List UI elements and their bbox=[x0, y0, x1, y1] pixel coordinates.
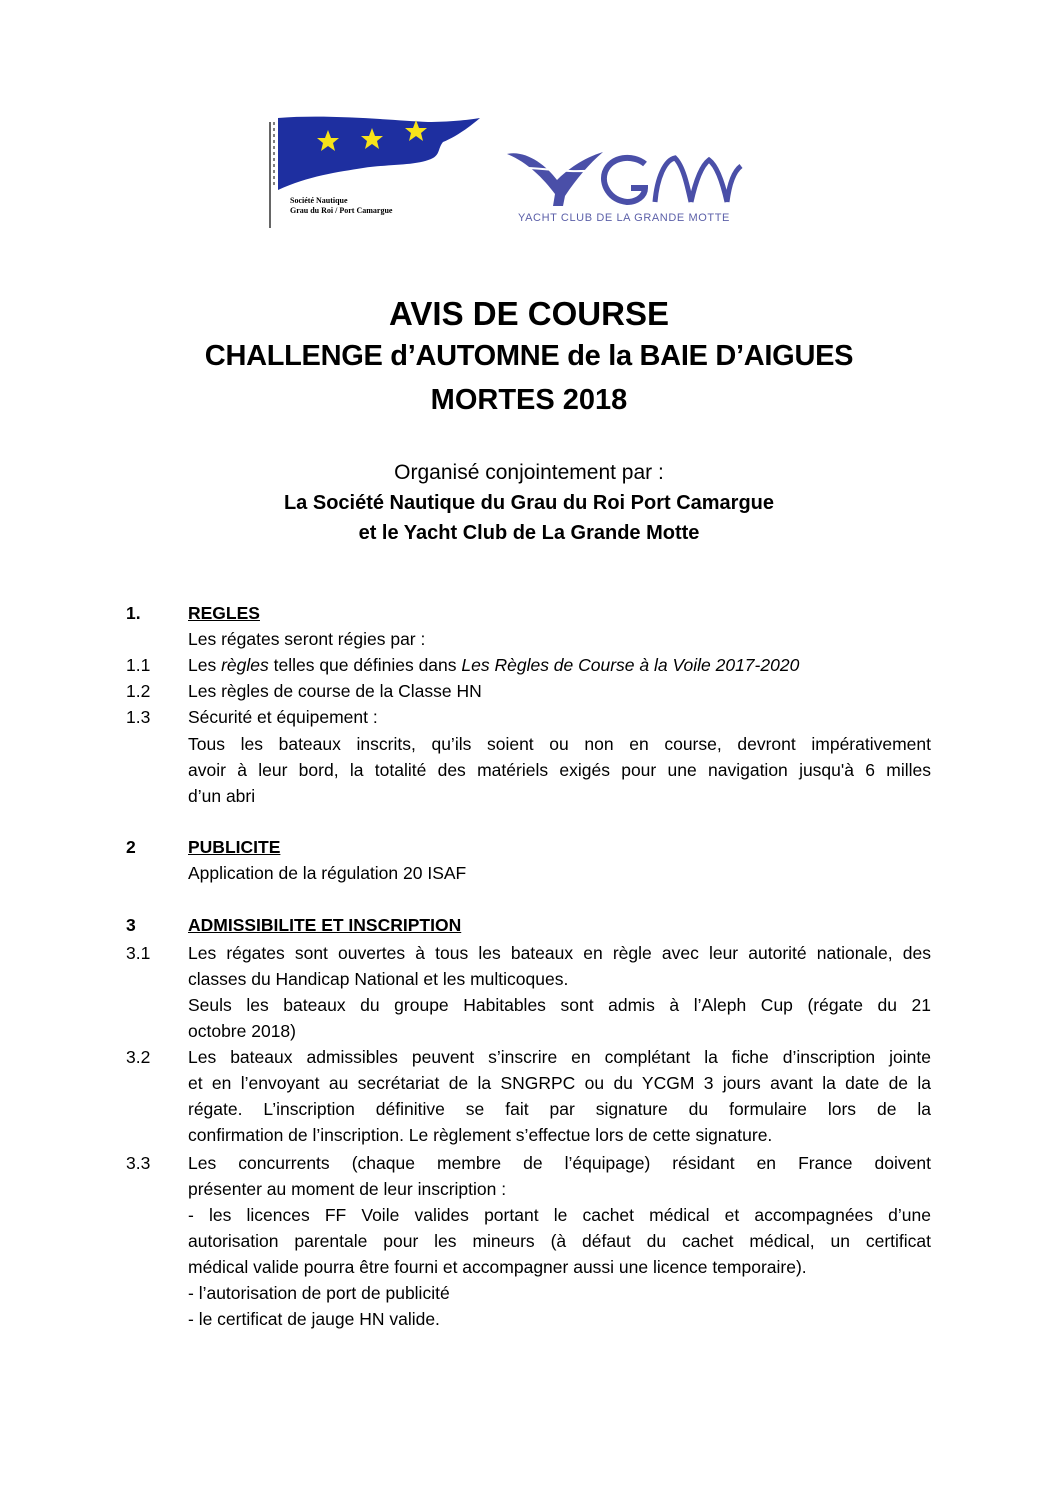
item-number: 1.3 bbox=[126, 707, 151, 727]
paragraph-line: octobre 2018) bbox=[188, 1021, 296, 1041]
section-number: 1. bbox=[126, 603, 141, 623]
organizers-intro: Organisé conjointement par : bbox=[394, 461, 664, 484]
organizers-block bbox=[0, 458, 1058, 548]
paragraph-line: autorisation parentale pour les mineurs (à défaut du cachet médical, un certificat bbox=[188, 1231, 931, 1251]
item-number: 3.2 bbox=[126, 1047, 151, 1067]
paragraph-line: Seuls les bateaux du groupe Habitables sont admis à l’Aleph Cup (régate du 21 bbox=[188, 995, 931, 1015]
paragraph-line: et en l’envoyant au secrétariat de la SNGRPC ou du YCGM 3 jours avant la date de la bbox=[188, 1073, 931, 1093]
paragraph-line: Les régates seront régies par : bbox=[188, 629, 426, 649]
section-number: 3 bbox=[126, 915, 136, 935]
item-text: Les règles de course de la Classe HN bbox=[188, 681, 482, 701]
sn-grau-du-roi-logo bbox=[268, 116, 483, 234]
paragraph-line: - le certificat de jauge HN valide. bbox=[188, 1309, 440, 1329]
paragraph-line: Les concurrents (chaque membre de l’équipage) résidant en France doivent bbox=[188, 1153, 931, 1173]
paragraph-line: Application de la régulation 20 ISAF bbox=[188, 863, 467, 883]
ycgm-caption: YACHT CLUB DE LA GRANDE MOTTE bbox=[518, 212, 730, 224]
italic-term: règles bbox=[221, 655, 269, 675]
item-number: 1.1 bbox=[126, 655, 151, 675]
paragraph-line: - les licences FF Voile valides portant le cachet médical et accompagnées d’une bbox=[188, 1205, 931, 1225]
section-heading: PUBLICITE bbox=[188, 837, 281, 857]
paragraph-line: d’un abri bbox=[188, 786, 256, 806]
item-number: 3.1 bbox=[126, 943, 151, 963]
paragraph-line: Les bateaux admissibles peuvent s’inscrire en complétant la fiche d’inscription jointe bbox=[188, 1047, 931, 1067]
text-run: telles que définies dans bbox=[268, 655, 462, 675]
organizer-line1: La Société Nautique du Grau du Roi Port Camargue bbox=[283, 492, 775, 514]
paragraph-line: classes du Handicap National et les multicoques. bbox=[188, 969, 569, 989]
item-text: Sécurité et équipement : bbox=[188, 707, 378, 727]
item-number: 3.3 bbox=[126, 1153, 151, 1173]
item-number: 1.2 bbox=[126, 681, 151, 701]
text-run: Les bbox=[188, 655, 222, 675]
paragraph-line: présenter au moment de leur inscription : bbox=[188, 1179, 507, 1199]
paragraph-line: avoir à leur bord, la totalité des matériels exigés pour une navigation jusqu'à 6 milles bbox=[188, 760, 931, 780]
paragraph-line: Les régates sont ouvertes à tous les bateaux en règle avec leur autorité nationale, des bbox=[188, 943, 931, 963]
italic-title: Les Règles de Course à la Voile 2017-2020 bbox=[461, 655, 800, 675]
paragraph-line: régate. L’inscription définitive se fait par signature du formulaire lors de la bbox=[188, 1099, 931, 1119]
item-text bbox=[188, 652, 931, 678]
section-heading: ADMISSIBILITE ET INSCRIPTION bbox=[188, 915, 462, 935]
paragraph-line: Tous les bateaux inscrits, qu’ils soient ou non en course, devront impérativement bbox=[188, 734, 931, 754]
event-title-line1: CHALLENGE d’AUTOMNE de la BAIE D’AIGUES bbox=[204, 340, 854, 372]
title-block bbox=[0, 294, 1058, 422]
event-title-line2: MORTES 2018 bbox=[430, 384, 628, 416]
sn-caption-line2: Grau du Roi / Port Camargue bbox=[290, 206, 393, 215]
section-heading: REGLES bbox=[188, 603, 260, 623]
sn-logo-caption bbox=[290, 196, 392, 216]
paragraph-line: médical valide pourra être fourni et accompagner aussi une licence temporaire). bbox=[188, 1257, 807, 1277]
section-number: 2 bbox=[126, 837, 136, 857]
paragraph-line: - l’autorisation de port de publicité bbox=[188, 1283, 450, 1303]
sn-caption-line1: Société Nautique bbox=[290, 196, 348, 205]
organizer-line2: et le Yacht Club de La Grande Motte bbox=[358, 522, 700, 544]
paragraph-line: confirmation de l’inscription. Le règlement s’effectue lors de cette signature. bbox=[188, 1125, 773, 1145]
document-title: AVIS DE COURSE bbox=[389, 295, 669, 332]
